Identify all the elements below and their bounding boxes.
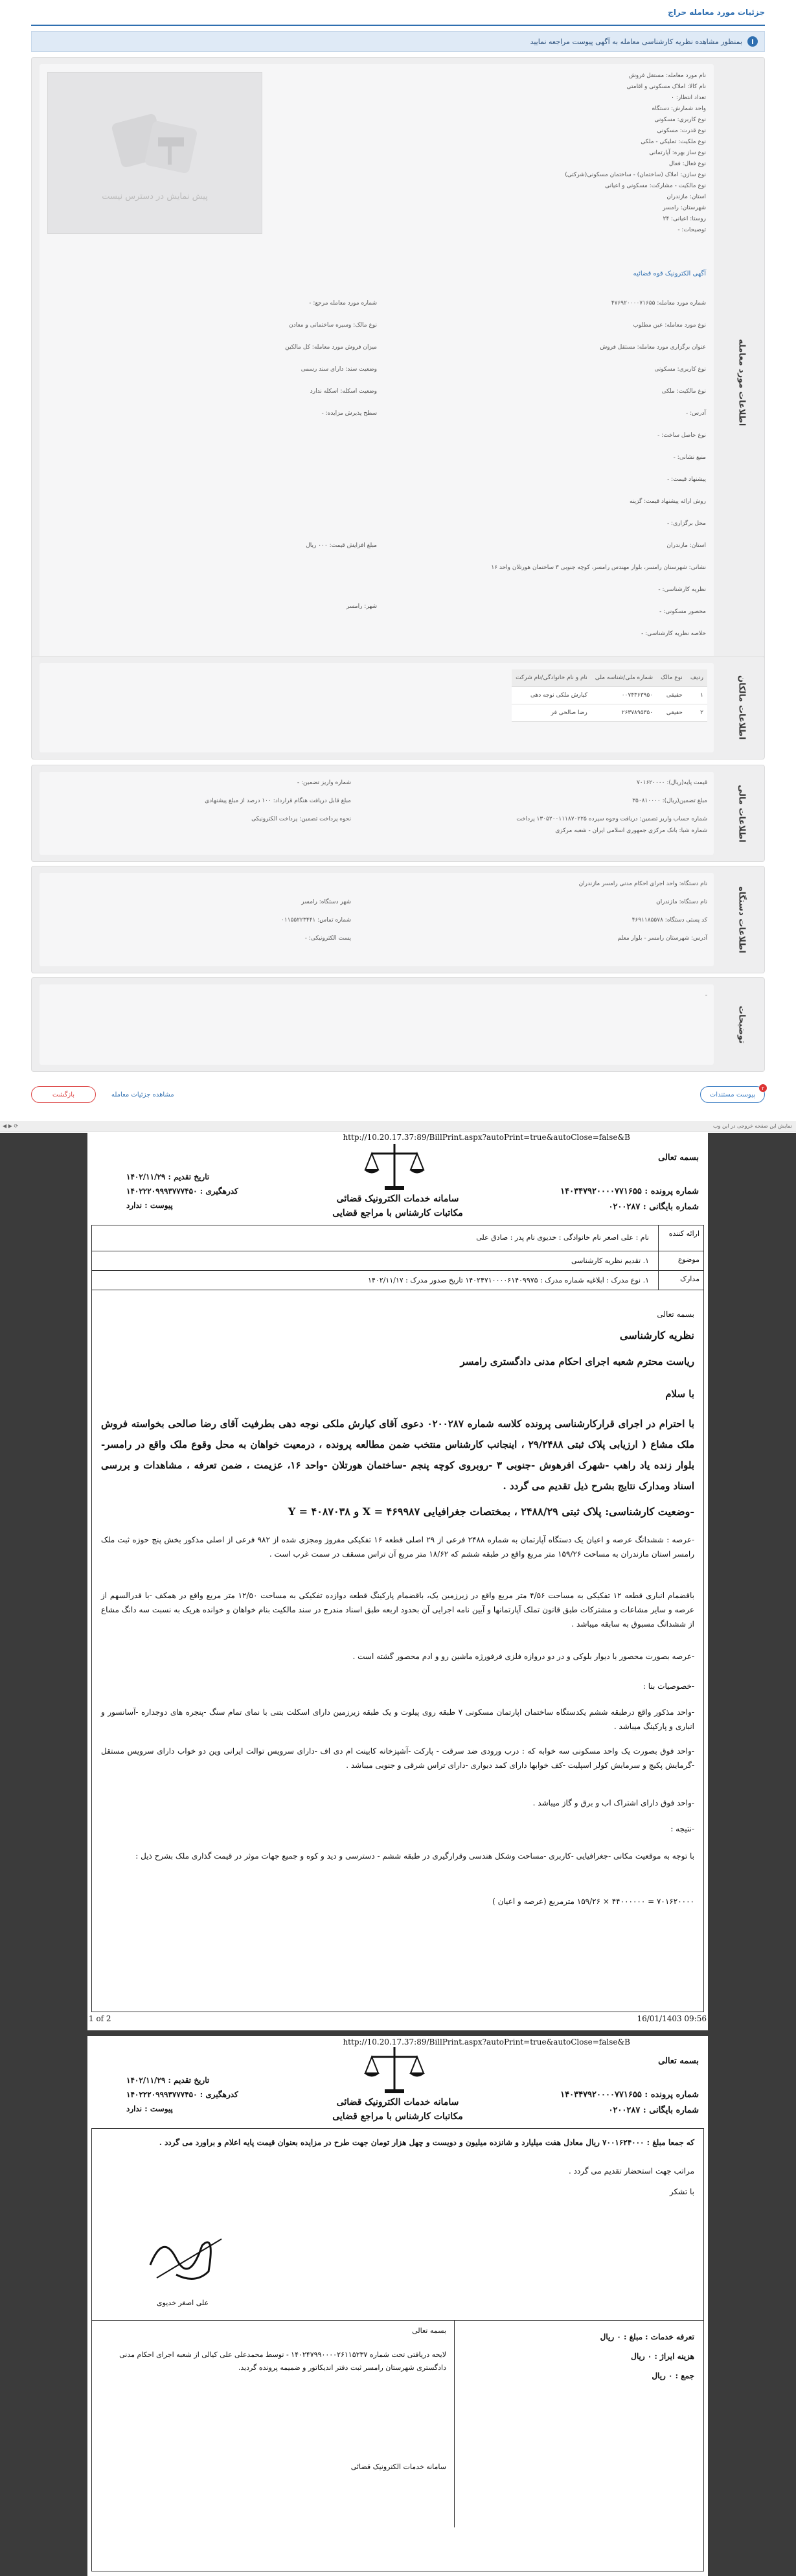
total-amount-text: که جمعا مبلغ : ۷۰۰۱۶۲۴۰۰۰ ریال معادل هفت میلیارد و شانزده میلیون و دویست و چهل هزار تومان جهت طرح در مزایده بعنوان قیمت پایه اعلام و براورد می گردد .	[159, 2138, 694, 2147]
col-header: ردیف	[687, 669, 707, 687]
finance-item: شماره واریز تضمین: -	[297, 780, 351, 786]
detail-item: شماره مورد معامله: ۴۷۶۹۲۰۰۰۰۷۱۶۵۵	[611, 300, 706, 307]
cell: کیارش ملکی نوجه دهی	[512, 687, 591, 704]
gavel-icon	[103, 105, 207, 183]
row-label: ارائه کننده	[658, 1225, 703, 1251]
cell: رضا صالحی فر	[512, 704, 591, 722]
case-number: شماره پرونده : ۱۴۰۳۴۷۹۲۰۰۰۰۷۷۱۶۵۵	[560, 1187, 699, 1196]
attachments-count-badge: ۲	[759, 1084, 767, 1092]
org-sub: مکاتبات کارشناس با مراجع قضایی	[332, 1208, 463, 1218]
cell: ۰۰۷۴۳۶۳۹۵۰	[591, 687, 657, 704]
summary-item: نوع کاربری: مسکونی	[654, 117, 706, 123]
finance-item: نحوه پرداخت تضمین: پرداخت الکترونیکی	[251, 816, 351, 822]
table-header	[512, 669, 707, 687]
summary-item: واحد شمارش: دستگاه	[652, 106, 706, 112]
finance-item: مبلغ تضمین(ریال): ۳۵۰۸۱۰۰۰۰	[632, 798, 707, 804]
in-title: بسمه تعالی	[658, 2056, 699, 2066]
alert-text: بمنظور مشاهده نظریه کارشناسی معامله به آگهی پیوست مراجعه نمایید	[530, 37, 742, 46]
org-sub: مکاتبات کارشناس با مراجع قضایی	[332, 2111, 463, 2122]
page-header	[31, 0, 765, 26]
detail-item: آدرس: -	[686, 410, 706, 417]
detail-item: شهر: رامسر	[346, 603, 377, 610]
archive-number: شماره بایگانی : ۰۲۰۰۲۸۷	[608, 2106, 699, 2115]
letter-title: نظریه کارشناسی	[619, 1329, 694, 1341]
case-number: شماره پرونده : ۱۴۰۳۴۷۹۲۰۰۰۰۷۷۱۶۵۵	[560, 2090, 699, 2100]
office-item: شهر دستگاه: رامسر	[301, 899, 351, 905]
office-item: شماره تماس: ۰۱۱۵۵۲۲۳۴۴۱	[281, 917, 351, 923]
row-label: مدارک	[658, 1271, 703, 1290]
document-page-2	[87, 2036, 708, 2576]
letter-features: -خصوصیات بنا :	[642, 1682, 694, 1691]
section-body	[40, 984, 714, 1065]
section-body	[40, 663, 714, 752]
summary-item: توضیحات: -	[677, 227, 706, 233]
summary-item: نوع ساز بهره: آپارتمانی	[649, 150, 706, 156]
no-preview-text: پیش نمایش در دسترس نیست	[102, 191, 208, 202]
summary-item: نوع سازن: املاک (ساختمان) - ساختمان مسکونی(شرکتی)	[565, 172, 706, 178]
office-item: کد پستی دستگاه: ۴۶۹۱۱۸۵۵۷۸	[631, 917, 707, 923]
summary-item: استان: مازندران	[666, 194, 706, 200]
letter-building: -واحد مذکور واقع درطبقه ششم یکدستگاه ساختمان اپارتمان مسکونی ۷ طبقه روی پیلوت و یک طبقه زیرزمین دارای اسکلت بتنی با نمای تمام سنگ -پنجره های دوجداره -آسانسور و انباری و پارکینگ میباشد .	[101, 1708, 694, 1731]
office-item: پست الکترونیکی: -	[304, 935, 351, 942]
office-section	[31, 866, 765, 973]
action-bar	[31, 1084, 765, 1106]
owners-section	[31, 656, 765, 760]
detail-item: سطح پذیرش مزایده: -	[321, 410, 377, 417]
section-title: اطلاعات مورد معامله	[736, 338, 747, 426]
row-label: موضوع	[658, 1251, 703, 1270]
finance-item: شماره حساب واریز تضمین: دریافت وجوه سپرده ۱۳۰۵۲۰۰۱۱۱۸۷۰۲۲۵ پرداخت	[516, 816, 707, 822]
office-item: نام دستگاه: مازندران	[656, 899, 707, 905]
attachment-note: پیوست : ندارد	[126, 1201, 173, 1210]
details-left	[183, 292, 377, 618]
summary-item: تعداد انتظار: ۰	[671, 95, 706, 101]
summary-item: روستا: اعیانی: ۲۴	[663, 216, 706, 222]
sender-value: نام : علی اصغر نام خانوادگی : خدیوی نام پدر : صادق علی	[476, 1233, 649, 1242]
view-details-button[interactable]: مشاهده جزئیات معامله	[111, 1091, 174, 1098]
detail-item: نوع مالکیت: ملکی	[661, 388, 706, 395]
attachments-label: پیوست مستندات	[709, 1091, 755, 1098]
col-header: نام و نام خانوادگی/نام شرکت	[512, 669, 591, 687]
detail-item: میزان فروش مورد معامله: کل مالکین	[285, 344, 377, 351]
org-name: سامانه خدمات الکترونیک قضائی	[336, 2097, 459, 2107]
office-item: آدرس: شهرستان رامسر - بلوار معلم	[617, 935, 707, 942]
office-item: نام دستگاه: واحد اجرای احکام مدنی رامسر مازندران	[578, 881, 707, 887]
section-title: اطلاعات مالکان	[736, 675, 747, 740]
info-icon: i	[747, 36, 758, 47]
finance-item: شماره شبا: بانک مرکزی جمهوری اسلامی ایران - شعبه مرکزی	[555, 828, 707, 834]
docs-row	[92, 1271, 703, 1290]
extra-line: هزینه ایراژ : ۰ ریال	[631, 2352, 694, 2361]
table-row	[512, 704, 707, 722]
summary-item: نوع قدرت: مسکونی	[657, 128, 706, 134]
detail-item: نوع حاصل ساخت: -	[657, 432, 706, 439]
detail-item: نظریه کارشناسی: -	[658, 586, 706, 593]
signature-image	[137, 2220, 234, 2291]
back-button[interactable]: بازگشت	[31, 1086, 96, 1103]
col-header: نوع مالک	[657, 669, 687, 687]
detail-item: شماره مورد معامله مرجع: -	[309, 300, 377, 307]
receipt-sign: سامانه خدمات الکترونیک قضائی	[350, 2463, 446, 2471]
details-right	[382, 292, 706, 645]
letter-state: -وضعیت کارشناسی: پلاک ثبتی ۲۴۸۸/۲۹ ، بمختصات جغرافیایی ۴۶۹۹۸۷ = X و ۴۰۸۷۰۳۸ = Y	[288, 1505, 694, 1518]
section-title: اطلاعات مالی	[736, 784, 747, 842]
cell: حقیقی	[657, 687, 687, 704]
detail-item: محصور مسکونی: -	[659, 609, 706, 615]
docs-value: ۱. نوع مدرک : ابلاغیه شماره مدرک : ۱۴۰۲۴۷۱۰۰۰۰۶۱۴۰۹۹۷۵ تاریخ صدور مدرک : ۱۴۰۲/۱۱/۱۷	[367, 1276, 649, 1284]
letter-wall: -عرصه بصورت محصور با دیوار بلوکی و در دو دروازه فلزی فرفورژه ماشین رو و ادم محصور گشته است .	[352, 1652, 694, 1661]
submit-date: تاریخ تقدیم : ۱۴۰۲/۱۱/۲۹	[126, 1172, 210, 1181]
attachment-note: پیوست : ندارد	[126, 2104, 173, 2113]
detail-item: نوع مالک: وسیره ساختمانی و معادن	[289, 322, 377, 329]
document-frame	[91, 1225, 704, 2012]
sum-line: جمع : ۰ ریال	[652, 2371, 694, 2380]
notes-section	[31, 977, 765, 1072]
detail-item: روش ارائه پیشنهاد قیمت: گزینه	[629, 498, 706, 505]
scroll-icon: ◀ ▶ ⟳	[3, 1123, 19, 1129]
browser-bar	[0, 1121, 796, 1131]
offer-text: مراتب جهت استحضار تقدیم می گردد .	[568, 2166, 694, 2176]
summary-item: نوع مالکیت - مشارکت: مسکونی و اعیانی	[604, 183, 706, 189]
notes-text: -	[705, 992, 707, 999]
ad-link[interactable]: آگهی الکترونیک قوه قضائیه	[633, 270, 706, 277]
summary-list	[434, 71, 706, 236]
attachments-button[interactable]	[700, 1086, 765, 1103]
thanks-text: با تشکر	[669, 2187, 694, 2196]
letter-arse: -عرصه : ششدانگ عرصه و اعیان یک دستگاه آپارتمان به شماره ۲۴۸۸ فرعی از ۲۹ اصلی قطعه ۱۶ تفکیکی مفروز ومجزی شده از ۹۸۲ فرعی از اصلی مذکور بخش پنج حوزه ثبت ملک رامسر استان مازندران به مساحت ۱۵۹/۲۶ متر مربع واقع در طبقه ششم که ۱۸/۶۲ متر مربع آن تراس مسقف در سمت غرب است .	[101, 1535, 695, 1559]
justice-scale-icon	[362, 1141, 427, 1192]
image-placeholder	[47, 72, 262, 234]
detail-item: استان: مازندران	[666, 542, 706, 549]
cell: حقیقی	[657, 704, 687, 722]
fee-line: تعرفه خدمات : مبلغ : ۰ ریال	[600, 2332, 694, 2341]
letter-formula: ۷۰۱۶۲۰۰۰۰ = ۴۴۰۰۰۰۰۰ × ۱۵۹/۲۶ مترمربع (عرصه و اعیان )	[492, 1897, 694, 1906]
org-name: سامانه خدمات الکترونیک قضائی	[336, 1194, 459, 1204]
letter-valuation: با توجه به موقعیت مکانی -جغرافیایی -کاربری -مساحت وشکل هندسی وقرارگیری در طبقه ششم - دسترسی و دید و کوه و جمیع جهات موثر در قیمت گذاری ملک بشرح ذیل :	[135, 1851, 694, 1861]
summary-item: شهرستان: رامسر	[663, 205, 706, 211]
cell: ۲	[687, 704, 707, 722]
detail-item: محل برگزاری: -	[666, 520, 706, 527]
receipt-title: بسمه تعالی	[412, 2327, 446, 2335]
submit-date: تاریخ تقدیم : ۱۴۰۲/۱۱/۲۹	[126, 2076, 210, 2085]
signer-name: علی اصغر خدیوی	[157, 2299, 209, 2307]
detail-item: نشانی: شهرستان رامسر، بلوار مهندس رامسر، کوچه جنوبی ۳ ساختمان هورتلان واحد ۱۶	[491, 564, 706, 571]
section-title: اطلاعات دستگاه	[736, 886, 747, 953]
tracking-code: کدرهگیری : ۱۴۰۲۲۲۰۹۹۹۳۷۷۷۴۵۰	[126, 1187, 238, 1196]
document-frame	[91, 2128, 704, 2571]
summary-item: نوع ملکیت: تملیکی - ملکی	[641, 139, 706, 145]
table-row	[512, 687, 707, 704]
letter-result: -نتیجه :	[670, 1824, 694, 1833]
summary-item: نام مورد معامله: مستقل فروش	[628, 73, 706, 79]
detail-item: وضعیت اسکله: اسکله ندارد	[310, 388, 377, 395]
cell: ۲۶۳۷۸۹۵۳۵۰	[591, 704, 657, 722]
subject-row	[92, 1251, 703, 1271]
section-body	[40, 772, 714, 855]
info-alert	[31, 31, 765, 52]
letter-annex: باقضمام انباری قطعه ۱۲ تفکیکی به مساحت ۴/۵۶ متر مربع واقع در زیرزمین یک، باقضمام پارکینگ قطعه دوازده تفکیکی به مساحت ۱۲/۵۰ متر مربع واقع در همکف -با قدرالسهم از عرصه و سایر مشاعات و مشترکات طبق قانون تملک آپارتمانها و آیین نامه اجرایی آن بحدود اربعه طبق اسناد مندرج در سند مالکیت بنام خواهان و خوانده هریک به نسبت سه دانگ مشاع از ششدانگ مسبوق به سابقه میباشد .	[101, 1591, 695, 1629]
section-body	[40, 64, 714, 701]
summary-item: نام کالا: املاک مسکونی و اقامتی	[626, 84, 706, 90]
receipt-box	[92, 2320, 455, 2527]
finance-section	[31, 765, 765, 862]
print-url: http://10.20.17.37:89/BillPrint.aspx?autoPrint=true&autoClose=false&B	[343, 1133, 630, 1142]
detail-item: عنوان برگزاری مورد معامله: مستقل فروش	[600, 344, 706, 351]
justice-scale-icon	[362, 2044, 427, 2096]
sender-row	[92, 1225, 703, 1251]
item-info-section	[31, 57, 765, 708]
fees-block	[600, 2327, 694, 2385]
detail-item: وضعیت سند: دارای سند رسمی	[301, 366, 377, 373]
page-number: 1 of 2	[89, 2014, 111, 2023]
browser-bar-text: نمایش این صفحه خروجی در این وب	[713, 1123, 792, 1129]
page-title: جزئیات مورد معامله حراج	[668, 8, 765, 17]
section-title: توضیحات	[736, 1005, 747, 1044]
archive-number: شماره بایگانی : ۰۲۰۰۲۸۷	[608, 1202, 699, 1212]
col-header: شماره ملی/شناسه ملی	[591, 669, 657, 687]
letter-to: ریاست محترم شعبه اجرای احکام مدنی دادگستری رامسر	[460, 1356, 694, 1367]
in-title: بسمه تعالی	[658, 1153, 699, 1163]
letter-salam: با سلام	[665, 1388, 694, 1400]
finance-item: قیمت پایه(ریال): ۷۰۱۶۲۰۰۰۰	[636, 780, 707, 786]
detail-item: نوع کاربری: مسکونی	[654, 366, 706, 373]
letter-main: با احترام در اجرای قرارکارشناسی پرونده کلاسه شماره ۰۲۰۰۲۸۷ دعوی آقای کیارش ملکی نوجه دهی بطرفیت آقای رضا صالحی بخواسته فروش ملک مشاع ( ارزیابی پلاک ثبتی ۲۹/۲۴۸۸ ، اینجانب کارشناس منتخب ضمن مطالعه پرونده ، درمعیت خواهان به محل وقوع ملک واقع در رامسر- بلوار زنده یاد راهب -شهرک افرهوش -جنوبی ۳ -روبروی کوچه پنجم -ساختمان هورتلان -واحد ۱۶، عزیمت ، ضمن تعرفه ، مشاهدات و بررسی اسناد ومدارک نتایج بشرح ذیل تقدیم می گردد .	[101, 1418, 694, 1492]
detail-item: نوع مورد معامله: عین مطلوب	[633, 322, 706, 329]
print-url: http://10.20.17.37:89/BillPrint.aspx?autoPrint=true&autoClose=false&B	[343, 2037, 630, 2047]
letter-utilities: -واحد فوق دارای اشتراک اب و برق و گاز میباشد .	[532, 1798, 694, 1807]
document-page-1	[87, 1133, 708, 2030]
letter-bes: بسمه تعالی	[657, 1310, 694, 1319]
section-body	[40, 873, 714, 966]
detail-item: خلاصه نظریه کارشناسی: -	[641, 631, 706, 637]
owners-table	[512, 669, 707, 722]
subject-value: ۱. تقدیم نظریه کارشناسی	[571, 1257, 649, 1265]
summary-item: نوع فعال: فعال	[668, 161, 706, 167]
letter-unit: -واحد فوق بصورت یک واحد مسکونی سه خوابه که : درب ورودی ضد سرقت - پارکت -آشپزخانه کابینت ام دی اف -دارای سرویس توالت ایرانی وین دو خواب دارای سرویس مستقل -گرمایش پکیچ و سرمایش کولر اسپلیت -کف خوابها دارای کمد دیواری -دارای تراس شرقی و جنوبی میباشد .	[101, 1746, 694, 1770]
cell: ۱	[687, 687, 707, 704]
print-timestamp: 16/01/1403 09:56	[637, 2014, 707, 2023]
detail-item: مبلغ افزایش قیمت: ۰۰۰ ریال	[306, 542, 377, 549]
detail-item: پیشنهاد قیمت: -	[667, 476, 706, 483]
receipt-text: لایحه دریافتی تحت شماره ۱۴۰۲۴۷۹۹۰۰۰۰۲۶۱۱۵۲۳۷ - توسط محمدعلی علی کیالی از شعبه اجرای احکام مدنی دادگستری شهرستان رامسر ثبت دفتر اندیکاتور و ضمیمه پرونده گردید.	[119, 2350, 446, 2372]
finance-item: مبلغ قابل دریافت هنگام قرارداد: ۱۰۰ درصد از مبلغ پیشنهادی	[205, 798, 351, 804]
detail-item: منبع نشانی: -	[673, 454, 706, 461]
tracking-code: کدرهگیری : ۱۴۰۲۲۲۰۹۹۹۳۷۷۷۴۵۰	[126, 2090, 238, 2099]
